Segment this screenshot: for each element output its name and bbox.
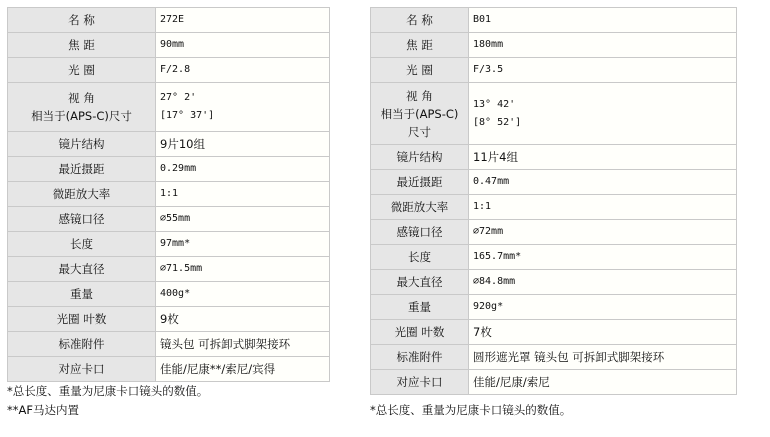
spec-row bbox=[371, 8, 737, 33]
spec-label: 对应卡口 bbox=[371, 370, 469, 395]
spec-value: 0.29mm bbox=[156, 157, 330, 182]
spec-label: 焦 距 bbox=[371, 33, 469, 58]
spec-label: 最大直径 bbox=[371, 270, 469, 295]
lens-spec-table-b01 bbox=[370, 7, 737, 395]
spec-label: 最大直径 bbox=[8, 257, 156, 282]
spec-label: 重量 bbox=[371, 295, 469, 320]
spec-label-line: 相当于(APS-C)尺寸 bbox=[31, 109, 132, 123]
spec-value: 7枚 bbox=[469, 320, 737, 345]
spec-label: 长度 bbox=[8, 232, 156, 257]
spec-value: 90mm bbox=[156, 33, 330, 58]
spec-label: 名 称 bbox=[371, 8, 469, 33]
spec-row bbox=[371, 33, 737, 58]
spec-label: 最近摄距 bbox=[371, 170, 469, 195]
spec-label: 名 称 bbox=[8, 8, 156, 33]
spec-row bbox=[371, 345, 737, 370]
spec-value: 0.47mm bbox=[469, 170, 737, 195]
spec-row bbox=[8, 182, 330, 207]
spec-label: 光圈 叶数 bbox=[371, 320, 469, 345]
spec-row bbox=[371, 220, 737, 245]
spec-value-line: [17° 37'] bbox=[160, 110, 215, 121]
spec-row bbox=[371, 145, 737, 170]
spec-value: 9枚 bbox=[156, 307, 330, 332]
spec-row bbox=[8, 157, 330, 182]
spec-row bbox=[371, 245, 737, 270]
spec-value: 镜头包 可拆卸式脚架接环 bbox=[156, 332, 330, 357]
spec-value: ⌀84.8mm bbox=[469, 270, 737, 295]
spec-row bbox=[8, 282, 330, 307]
spec-value: ⌀71.5mm bbox=[156, 257, 330, 282]
spec-row bbox=[371, 370, 737, 395]
spec-label: 标准附件 bbox=[8, 332, 156, 357]
spec-label: 感镜口径 bbox=[371, 220, 469, 245]
spec-row bbox=[8, 132, 330, 157]
spec-value: 佳能/尼康**/索尼/宾得 bbox=[156, 357, 330, 382]
footnote-af-motor: **AF马达内置 bbox=[7, 403, 79, 417]
spec-label-line: 视 角 bbox=[406, 88, 433, 103]
spec-row bbox=[371, 83, 737, 145]
spec-value: 圆形遮光罩 镜头包 可拆卸式脚架接环 bbox=[469, 345, 737, 370]
spec-row bbox=[8, 33, 330, 58]
spec-label-line: 视 角 bbox=[68, 91, 95, 105]
footnote-nikon-mount: *总长度、重量为尼康卡口镜头的数值。 bbox=[7, 384, 209, 398]
spec-row bbox=[371, 170, 737, 195]
spec-value: ⌀72mm bbox=[469, 220, 737, 245]
spec-label: 微距放大率 bbox=[8, 182, 156, 207]
spec-label-line: 相当于(APS-C) bbox=[380, 106, 459, 121]
spec-label: 对应卡口 bbox=[8, 357, 156, 382]
spec-value: 佳能/尼康/索尼 bbox=[469, 370, 737, 395]
spec-value-line: 27° 2' bbox=[160, 92, 197, 103]
spec-row bbox=[8, 232, 330, 257]
spec-value-line: 13° 42' bbox=[473, 98, 516, 110]
spec-row bbox=[371, 295, 737, 320]
spec-value: 1:1 bbox=[469, 195, 737, 220]
spec-value: 165.7mm* bbox=[469, 245, 737, 270]
spec-row bbox=[371, 195, 737, 220]
spec-label: 最近摄距 bbox=[8, 157, 156, 182]
spec-value: 97mm* bbox=[156, 232, 330, 257]
spec-row bbox=[8, 83, 330, 132]
spec-value: 180mm bbox=[469, 33, 737, 58]
spec-value: ⌀55mm bbox=[156, 207, 330, 232]
spec-row bbox=[8, 357, 330, 382]
spec-label bbox=[371, 83, 469, 145]
spec-label: 光 圈 bbox=[371, 58, 469, 83]
spec-value: 11片4组 bbox=[469, 145, 737, 170]
spec-label bbox=[8, 83, 156, 132]
spec-label: 光圈 叶数 bbox=[8, 307, 156, 332]
spec-label: 镜片结构 bbox=[371, 145, 469, 170]
spec-label: 镜片结构 bbox=[8, 132, 156, 157]
spec-value bbox=[469, 83, 737, 145]
spec-value: 272E bbox=[156, 8, 330, 33]
spec-row bbox=[371, 320, 737, 345]
spec-value bbox=[156, 83, 330, 132]
spec-row bbox=[8, 307, 330, 332]
spec-row bbox=[8, 207, 330, 232]
spec-value: 9片10组 bbox=[156, 132, 330, 157]
spec-row bbox=[371, 58, 737, 83]
spec-value: F/2.8 bbox=[156, 58, 330, 83]
spec-value: 400g* bbox=[156, 282, 330, 307]
spec-row bbox=[8, 8, 330, 33]
spec-label: 微距放大率 bbox=[371, 195, 469, 220]
spec-label: 重量 bbox=[8, 282, 156, 307]
footnote-nikon-mount: *总长度、重量为尼康卡口镜头的数值。 bbox=[370, 403, 572, 417]
spec-label: 焦 距 bbox=[8, 33, 156, 58]
spec-label: 长度 bbox=[371, 245, 469, 270]
spec-value: F/3.5 bbox=[469, 58, 737, 83]
spec-row bbox=[8, 58, 330, 83]
spec-value: 1:1 bbox=[156, 182, 330, 207]
spec-label: 光 圈 bbox=[8, 58, 156, 83]
spec-value-line: [8° 52'] bbox=[473, 116, 522, 128]
spec-row bbox=[371, 270, 737, 295]
spec-label: 标准附件 bbox=[371, 345, 469, 370]
spec-label: 感镜口径 bbox=[8, 207, 156, 232]
lens-spec-table-272e bbox=[7, 7, 330, 382]
spec-value: B01 bbox=[469, 8, 737, 33]
spec-label-line: 尺寸 bbox=[408, 124, 431, 139]
spec-row bbox=[8, 332, 330, 357]
spec-row bbox=[8, 257, 330, 282]
spec-value: 920g* bbox=[469, 295, 737, 320]
